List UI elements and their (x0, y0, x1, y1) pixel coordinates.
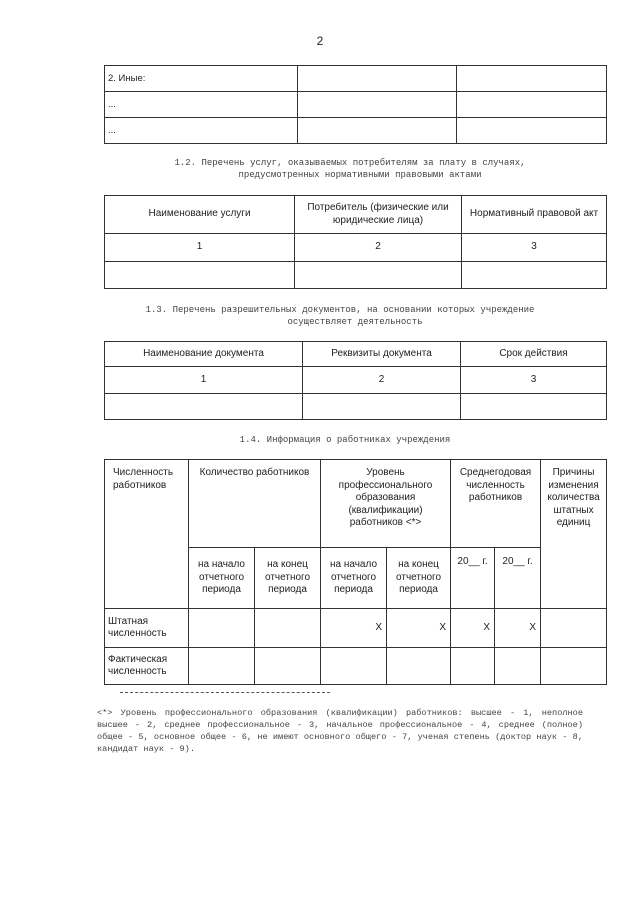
table-header-row (105, 342, 607, 367)
header-education-level: Уровень профессионального образования (квалификации) работников <*> (321, 460, 451, 548)
table-row (105, 66, 607, 92)
page-number: 2 (316, 34, 324, 48)
header-employees: Количество работников (189, 460, 321, 548)
table-cell: ... (105, 92, 298, 118)
header-service-name: Наименование услуги (105, 196, 295, 234)
x-mark: X (495, 609, 541, 648)
permits-table (104, 341, 607, 420)
header-validity: Срок действия (461, 342, 607, 367)
footnote: <*> Уровень профессионального образования (квалификации) работников: высшее - 1, неполное высшее - 2, среднее профессиональное - 3, начальное профессиональное - 4, среднее (полное) общее - 5, основное общее - 6, не имеют основного общего - 7, ученая степень (доктор наук - 8, кандидат наук - 9). (97, 708, 583, 754)
table-row (105, 118, 607, 144)
staff-table (104, 459, 607, 685)
paid-services-table (104, 195, 607, 289)
header-legal-act: Нормативный правовой акт (462, 196, 607, 234)
header-count: Численность работников (105, 460, 189, 609)
table-header-row (105, 196, 607, 234)
table-cell: 2. Иные: (105, 66, 298, 92)
table-row (105, 609, 607, 648)
header-average-count: Среднегодовая численность работников (451, 460, 541, 548)
header-document-details: Реквизиты документа (303, 342, 461, 367)
table-row: 1 2 3 (105, 367, 607, 394)
x-mark: X (451, 609, 495, 648)
table-row (105, 92, 607, 118)
table-cell: ... (105, 118, 298, 144)
row-label: Штатная численность (105, 609, 189, 648)
section-1-4-title: 1.4. Информация о работниках учреждения (239, 435, 451, 445)
table-row (105, 648, 607, 685)
header-change-reasons: Причины изменения количества штатных единиц (541, 460, 607, 609)
x-mark: X (387, 609, 451, 648)
x-mark: X (321, 609, 387, 648)
footnote-divider (120, 692, 330, 693)
table-header-row (105, 460, 607, 548)
section-1-3-title: 1.3. Перечень разрешительных документов, на основании которых учреждение осуществляет деятельность (145, 305, 535, 327)
table-row (105, 262, 607, 289)
header-document-name: Наименование документа (105, 342, 303, 367)
header-consumer: Потребитель (физические или юридические лица) (295, 196, 462, 234)
table-row (105, 394, 607, 420)
section-1-2-title: 1.2. Перечень услуг, оказываемых потребителям за плату в случаях, предусмотренных нормативными правовыми актами (174, 158, 526, 180)
other-services-table (104, 65, 607, 144)
table-row: 1 2 3 (105, 234, 607, 262)
table-subheader-row: на начало отчетного периода на конец отчетного периода на начало отчетного периода на конец отчетного периода 20__ г. 20__ г. (105, 548, 607, 609)
row-label: Фактическая численность (105, 648, 189, 685)
